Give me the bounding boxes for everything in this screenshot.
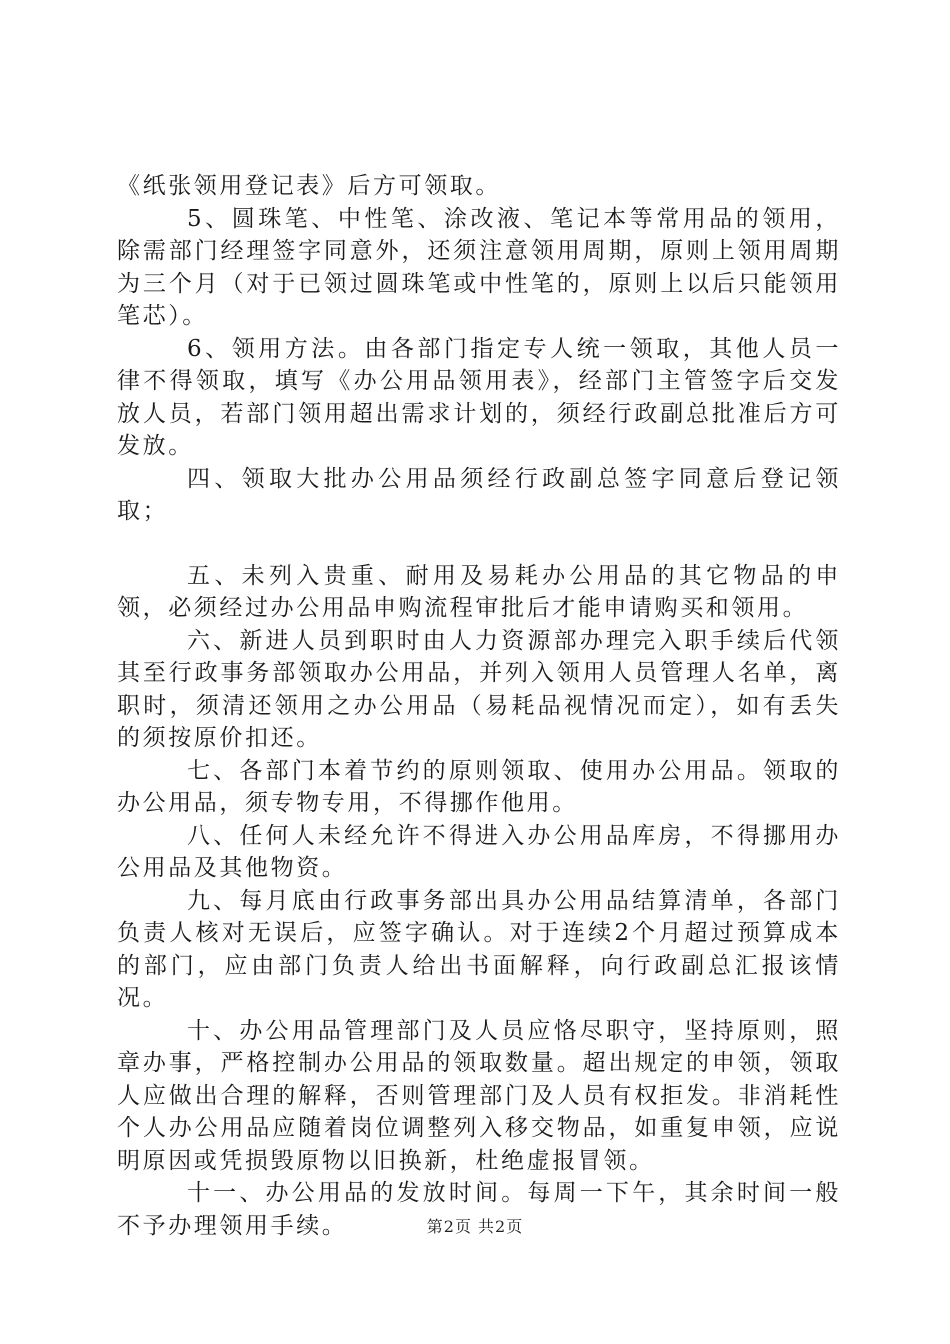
paragraph-section-11: 十一、办公用品的发放时间。每周一下午，其余时间一般不予办理领用手续。: [117, 1180, 841, 1239]
paragraph-section-9: 九、每月底由行政事务部出具办公用品结算清单，各部门负责人核对无误后，应签字确认。对于连续2个月超过预算成本的部门，应由部门负责人给出书面解释，向行政副总汇报该情况。: [117, 887, 841, 1011]
document-body: [117, 170, 841, 1242]
paragraph-section-7: 七、各部门本着节约的原则领取、使用办公用品。领取的办公用品，须专物专用，不得挪作他用。: [117, 757, 841, 816]
paragraph-section-4: 四、领取大批办公用品须经行政副总签字同意后登记领取；: [117, 465, 841, 524]
paragraph-continuation: 《纸张领用登记表》后方可领取。: [117, 173, 501, 199]
paragraph-section-5: 五、未列入贵重、耐用及易耗办公用品的其它物品的申领，必须经过办公用品申购流程审批后才能申请购买和领用。: [117, 562, 841, 621]
page-number-footer: 第2页 共2页: [426, 1217, 524, 1236]
paragraph-item-6: 6、领用方法。由各部门指定专人统一领取，其他人员一律不得领取，填写《办公用品领用表》，经部门主管签字后交发放人员，若部门领用超出需求计划的，须经行政副总批准后方可发放。: [117, 335, 841, 459]
paragraph-section-6: 六、新进人员到职时由人力资源部办理完入职手续后代领其至行政事务部领取办公用品，并列入领用人员管理人名单，离职时，须清还领用之办公用品（易耗品视情况而定），如有丢失的须按原价扣还。: [117, 627, 841, 751]
paragraph-section-8: 八、任何人未经允许不得进入办公用品库房，不得挪用办公用品及其他物资。: [117, 822, 841, 881]
paragraph-item-5: 5、圆珠笔、中性笔、涂改液、笔记本等常用品的领用，除需部门经理签字同意外，还须注意领用周期，原则上领用周期为三个月（对于已领过圆珠笔或中性笔的，原则上以后只能领用笔芯）。: [117, 205, 841, 329]
paragraph-section-10: 十、办公用品管理部门及人员应恪尽职守，坚持原则，照章办事，严格控制办公用品的领取数量。超出规定的申领，领取人应做出合理的解释，否则管理部门及人员有权拒发。非消耗性个人办公用品应随着岗位调整列入移交物品，如重复申领，应说明原因或凭损毁原物以旧换新，杜绝虚报冒领。: [117, 1017, 841, 1174]
